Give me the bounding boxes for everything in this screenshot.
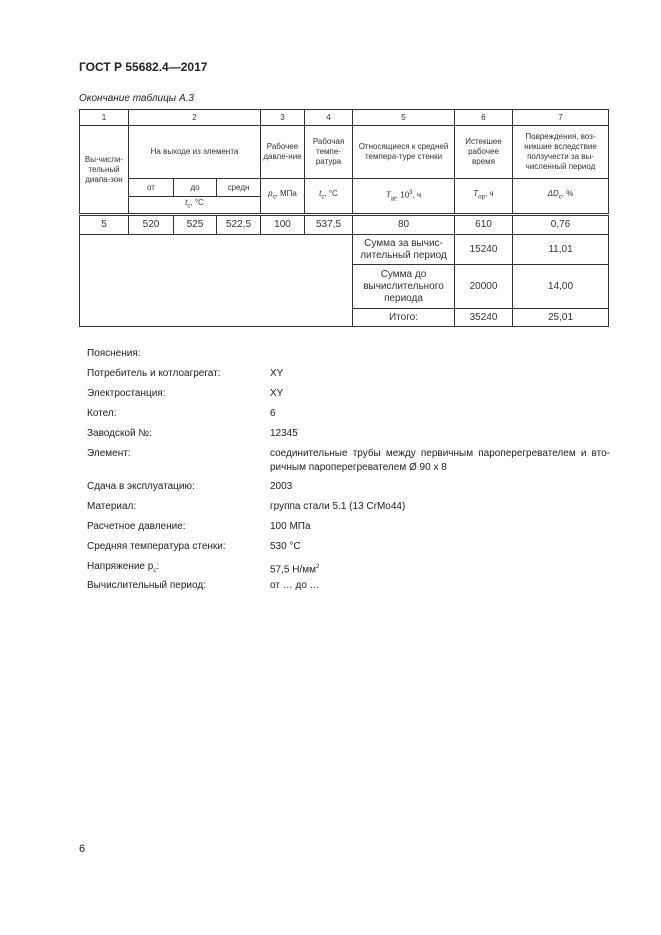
unit-damage (513, 179, 609, 215)
header-wall-temp: Относящиеся к средней темпера-туре стенки (353, 126, 455, 179)
subheader-from: от (129, 179, 174, 197)
unit: , ч (412, 190, 422, 200)
unit: , °C (190, 198, 204, 208)
label-text: Напряжение p (87, 561, 154, 572)
unit-temperature (305, 179, 353, 215)
page-number: 6 (79, 843, 86, 855)
note-label: Расчетное давление: (87, 521, 186, 532)
subheader-to: до (174, 179, 217, 197)
label-end: : (156, 561, 160, 572)
notes-title: Пояснения: (87, 348, 141, 359)
table-caption: Окончание таблицы А.3 (79, 93, 194, 104)
symbol-sub: op (478, 194, 485, 201)
symbol-sub: c (321, 194, 325, 201)
sum-time: 35240 (455, 309, 513, 327)
header-elapsed-time: Истекшее рабочее время (455, 126, 513, 179)
cell: 522,5 (217, 215, 261, 235)
col-num: 2 (129, 110, 261, 126)
unit-sup: 3 (409, 189, 413, 196)
col-num: 4 (305, 110, 353, 126)
header-temperature: Рабочая темпе-ратура (305, 126, 353, 179)
note-value: от … до … (270, 580, 320, 591)
symbol: T (473, 189, 479, 199)
unit: , 10 (395, 190, 410, 200)
note-label: Материал: (87, 501, 137, 512)
header-outlet: На выходе из элемента (129, 126, 261, 179)
unit-elapsed (455, 179, 513, 215)
sum-time: 20000 (455, 265, 513, 309)
col-num: 3 (261, 110, 305, 126)
symbol-sub: c (187, 203, 191, 210)
standard-number: ГОСТ Р 55682.4—2017 (79, 60, 208, 74)
empty-cell (80, 235, 353, 327)
symbol: t (319, 189, 322, 199)
sum-label: Сумма за вычис-лительный период (353, 235, 455, 265)
unit: , МПа (275, 189, 297, 199)
sum-damage: 25,01 (513, 309, 609, 327)
note-value: 6 (270, 408, 276, 419)
note-label: Элемент: (87, 448, 131, 459)
sum-row (80, 235, 609, 265)
cell: 80 (353, 215, 455, 235)
col-num: 1 (80, 110, 129, 126)
symbol-sub: at (390, 196, 396, 203)
creep-damage-table (79, 109, 609, 327)
symbol: t (185, 198, 188, 208)
sum-label: Итого: (353, 309, 455, 327)
symbol: T (385, 190, 391, 200)
col-num: 5 (353, 110, 455, 126)
unit: , ч (484, 189, 494, 199)
cell: 100 (261, 215, 305, 235)
symbol-sub: c (272, 194, 276, 201)
unit-wall-time (353, 179, 455, 215)
note-value: XY (270, 388, 284, 399)
col-num: 7 (513, 110, 609, 126)
note-label: Средняя температура стенки: (87, 541, 226, 552)
sum-time: 15240 (455, 235, 513, 265)
unit-outlet-temp (129, 197, 261, 215)
table-row (80, 215, 609, 235)
cell: 525 (174, 215, 217, 235)
value-text: 57,5 Н/мм (270, 564, 316, 576)
subheader-avg: средн (217, 179, 261, 197)
header-row (80, 126, 609, 179)
sum-label: Сумма до вычислительного периода (353, 265, 455, 309)
cell: 537,5 (305, 215, 353, 235)
cell: 610 (455, 215, 513, 235)
note-value: 100 МПа (270, 521, 311, 532)
note-value: XY (270, 368, 284, 379)
column-number-row (80, 110, 609, 126)
header-pressure: Рабочее давле-ние (261, 126, 305, 179)
unit: , % (561, 189, 574, 199)
note-value: 2003 (270, 481, 293, 492)
note-label: Заводской №: (87, 428, 152, 439)
symbol: p (268, 189, 273, 199)
note-value: группа стали 5.1 (13 CrMo44) (270, 501, 406, 512)
note-value: соединительные трубы между первичным пароперегревателем и вто-ричным пароперегревателем Ø 90 x 8 (270, 448, 610, 473)
symbol-sub: c (558, 194, 562, 201)
note-label: Котел: (87, 408, 117, 419)
note-label: Сдача в эксплуатацию: (87, 481, 195, 492)
col-num: 6 (455, 110, 513, 126)
note-value: 530 °C (270, 541, 301, 552)
cell: 520 (129, 215, 174, 235)
unit: , °C (324, 189, 338, 199)
sum-damage: 11,01 (513, 235, 609, 265)
note-value: 12345 (270, 428, 298, 439)
note-value (270, 560, 610, 577)
label-sub: c (153, 568, 157, 574)
symbol: ΔD (547, 189, 559, 199)
header-damage: Повреждения, воз-никшие вследствие ползучести за вы-численный период (513, 126, 609, 179)
note-label: Вычислительный период: (87, 580, 206, 591)
cell: 5 (80, 215, 129, 235)
sum-damage: 14,00 (513, 265, 609, 309)
header-range: Вы-числи-тельный диапа-зон (80, 126, 129, 215)
note-label (87, 561, 159, 574)
note-label: Потребитель и котлоагрегат: (87, 368, 221, 379)
value-sup: 2 (316, 564, 320, 570)
unit-pressure (261, 179, 305, 215)
cell: 0,76 (513, 215, 609, 235)
note-label: Электростанция: (87, 388, 166, 399)
